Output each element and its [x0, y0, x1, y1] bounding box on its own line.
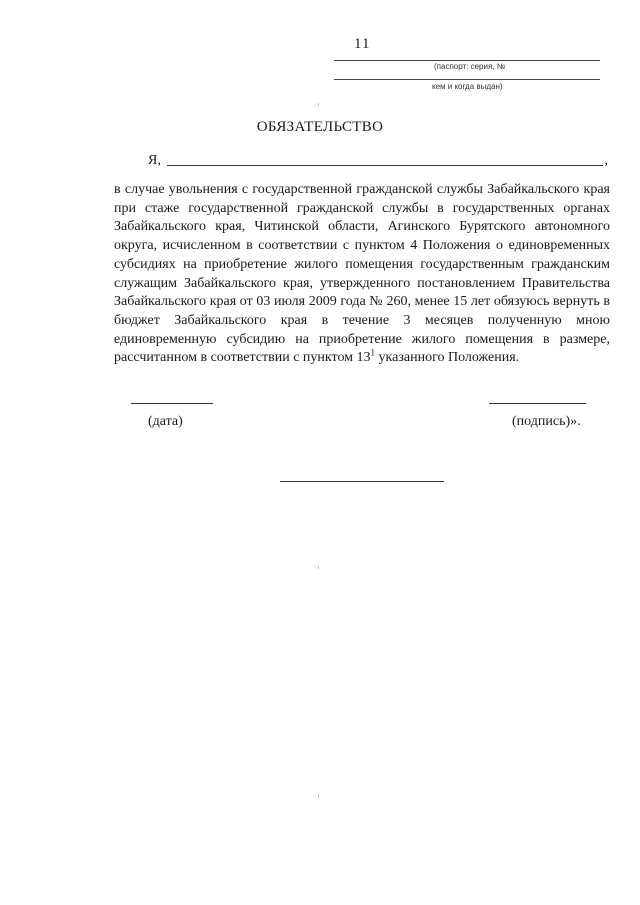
passport-line [334, 60, 600, 61]
name-row-comma: , [604, 153, 608, 168]
issued-line [334, 79, 600, 80]
date-label: (дата) [148, 414, 183, 429]
date-line [131, 403, 213, 404]
document-title: ОБЯЗАТЕЛЬСТВО [256, 119, 384, 135]
scan-dot [318, 566, 319, 569]
obligation-text-end: указанного Положения. [375, 350, 520, 366]
name-blank-line [167, 153, 603, 166]
scan-dot [318, 103, 319, 106]
name-row [148, 153, 608, 169]
obligation-text [114, 181, 610, 368]
closing-line [280, 481, 444, 482]
page-number: 11 [354, 36, 371, 52]
signature-line [489, 403, 586, 404]
scan-dot [318, 795, 319, 798]
passport-caption: (паспорт: серия, № [434, 62, 506, 71]
obligation-text-main: в случае увольнения с государственной гражданской службы Забайкальского края при стаже государственной гражданской службы в государственных органах Забайкальского края, Читинской области, Агинского Бурятского автономного округа, исчисленном в соответствии с пунктом 4 Положения о единовременных субсидиях на приобретение жилого помещения государственным гражданским служащим Забайкальского края, утвержденного постановлением Правительства Забайкальского края от 03 июля 2009 года № 260, менее 15 лет обязуюсь вернуть в бюджет Забайкальского края в течение 3 месяцев полученную мною единовременную субсидию на приобретение жилого помещения в размере, рассчитанном в соответствии с пунктом 13 [114, 182, 610, 366]
footnote-superscript: 1 [370, 347, 376, 358]
signature-label: (подпись)». [512, 414, 581, 429]
issued-caption: кем и когда выдан) [432, 82, 503, 91]
ya-label: Я, [148, 153, 161, 168]
